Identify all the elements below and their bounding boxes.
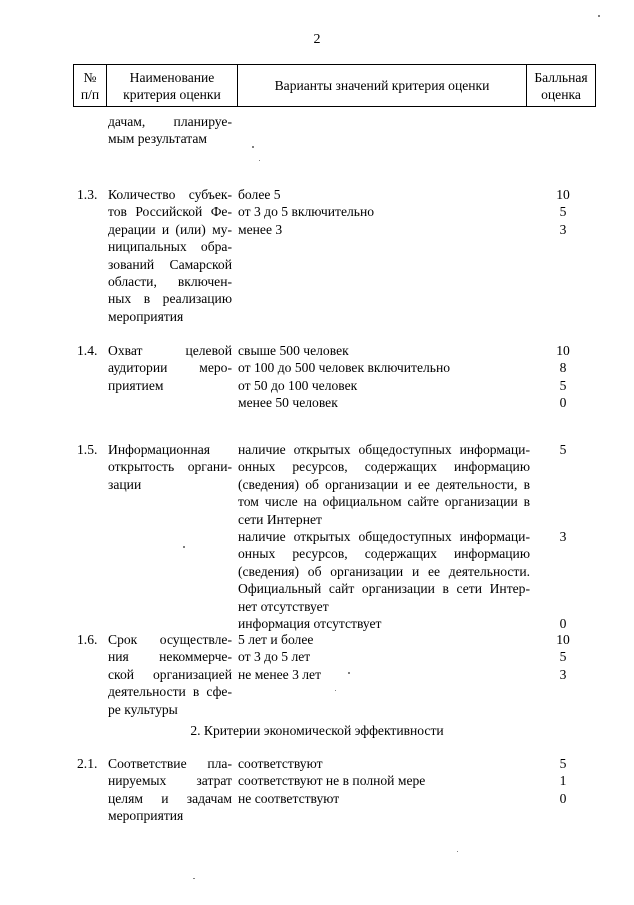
criterion-name-line: деятельности в сфе-	[108, 684, 232, 700]
scan-speck	[598, 15, 600, 17]
option-text: не менее 3 лет	[238, 666, 322, 682]
header-name-cell	[107, 65, 238, 107]
section-heading: 2. Критерии экономической эффективности	[190, 723, 444, 738]
criterion-name-line: ния некоммерче-	[108, 649, 232, 665]
score-value: 5	[559, 204, 567, 220]
option-line: наличие открытых общедоступных информаци-	[238, 528, 530, 544]
criterion-name-line: целям и задачам	[108, 790, 232, 806]
criterion-name-line: ных в реализацию	[108, 291, 232, 307]
criterion-name	[108, 342, 232, 394]
criterion-number: 2.1.	[77, 756, 98, 771]
header-options-cell: Варианты значений критерия оценки	[238, 65, 527, 107]
header-number-cell	[74, 65, 107, 107]
scan-speck	[348, 672, 350, 674]
option-text: не соответствуют	[238, 790, 340, 806]
option-line: онных ресурсов, содержащих информацию	[238, 459, 530, 475]
criterion-name	[108, 631, 232, 718]
criterion-scores	[548, 755, 578, 807]
criterion-number: 1.4.	[77, 343, 98, 358]
criterion-name-line: дерации и (или) му-	[108, 221, 232, 237]
continuation-name	[108, 113, 232, 148]
header-name-line-2: критерия оценки	[123, 86, 221, 102]
option-text: от 50 до 100 человек	[238, 377, 358, 393]
criterion-name-line: аудитории меро-	[108, 360, 232, 376]
criterion-number: 1.3.	[77, 187, 98, 202]
score-value: 5	[559, 377, 567, 393]
score-value: 10	[556, 343, 570, 358]
header-score-cell	[527, 65, 596, 107]
criterion-name-line: Информационная	[108, 442, 211, 457]
criterion-name-line: ниципальных обра-	[108, 239, 232, 255]
criterion-name-line: Срок осуществле-	[108, 632, 232, 647]
criterion-options	[238, 186, 530, 238]
criterion-name-line: Количество субъек-	[108, 187, 232, 202]
criterion-options	[238, 755, 530, 807]
criterion-option-blocks	[238, 441, 530, 632]
criterion-scores	[548, 186, 578, 238]
option-text: соответствуют	[238, 756, 323, 771]
score-value: 3	[559, 529, 567, 544]
criterion-name	[108, 755, 232, 825]
option-block	[238, 441, 530, 528]
option-line: наличие открытых общедоступных информаци-	[238, 442, 530, 457]
header-number-line-2: п/п	[80, 86, 100, 102]
criterion-options	[238, 342, 530, 412]
score-value: 1	[559, 773, 567, 789]
criterion-name-line: приятием	[108, 377, 164, 393]
criterion-name-line: зации	[108, 476, 142, 492]
continuation-name-line: мым результатам	[108, 131, 208, 147]
scan-speck	[193, 878, 195, 879]
option-line: (сведения) об организации и ее деятельности.	[238, 563, 530, 579]
option-line: том числе на официальном сайте организации в	[238, 494, 530, 510]
score-value: 5	[559, 442, 567, 457]
option-line: нет отсутствует	[238, 598, 329, 614]
criterion-name-line: Охват целевой	[108, 343, 232, 358]
criterion-name-line: мероприятия	[108, 808, 184, 824]
score-value: 10	[556, 187, 570, 202]
score-value: 0	[559, 790, 567, 806]
header-name-line-1: Наименование	[129, 69, 215, 85]
criterion-options	[238, 631, 530, 683]
option-block	[238, 615, 530, 632]
criterion-number: 1.5.	[77, 442, 98, 457]
option-line: Официальный сайт организации в сети Интер-	[238, 581, 530, 597]
scan-speck	[252, 146, 254, 148]
option-line: сети Интернет	[238, 511, 322, 527]
criterion-name-line: мероприятия	[108, 308, 184, 324]
header-score-line-2: оценка	[541, 86, 581, 102]
option-line: информация отсутствует	[238, 615, 382, 631]
criterion-name-line: открытость органи-	[108, 459, 232, 475]
score-value: 5	[559, 649, 567, 665]
scan-speck	[259, 160, 260, 161]
score-value: 0	[559, 395, 567, 411]
scan-speck	[457, 851, 458, 852]
criteria-table-header	[73, 64, 596, 107]
header-row	[74, 65, 596, 107]
criterion-name-line: ре культуры	[108, 701, 178, 717]
header-number-line-1: №	[83, 69, 97, 85]
continuation-name-line: дачам, планируе-	[108, 114, 232, 129]
option-text: соответствуют не в полной мере	[238, 773, 426, 789]
header-score-line-1: Балльная	[534, 69, 588, 85]
criterion-name-line: Соответствие пла-	[108, 756, 232, 771]
score-value: 10	[556, 632, 570, 647]
option-text: 5 лет и более	[238, 632, 314, 647]
score-value: 5	[559, 756, 567, 771]
option-line: онных ресурсов, содержащих информацию	[238, 546, 530, 562]
criterion-scores	[548, 342, 578, 412]
scan-speck	[335, 690, 336, 691]
score-value: 3	[559, 666, 567, 682]
option-text: более 5	[238, 187, 281, 202]
criterion-name	[108, 186, 232, 325]
page-number: 2	[313, 32, 321, 47]
criterion-name-line: нируемых затрат	[108, 773, 232, 789]
score-value: 8	[559, 360, 567, 376]
criterion-scores	[548, 631, 578, 683]
criterion-name-line: области, включен-	[108, 273, 232, 289]
option-text: менее 3	[238, 221, 283, 237]
option-text: от 3 до 5 лет	[238, 649, 311, 665]
option-text: от 3 до 5 включительно	[238, 204, 375, 220]
option-text: менее 50 человек	[238, 395, 338, 411]
option-text: свыше 500 человек	[238, 343, 349, 358]
score-value: 3	[559, 221, 567, 237]
criterion-name-line: тов Российской Фе-	[108, 204, 232, 220]
criterion-number: 1.6.	[77, 632, 98, 647]
criterion-name	[108, 441, 232, 493]
criterion-name-line: зований Самарской	[108, 256, 232, 272]
option-block	[238, 528, 530, 615]
score-value: 0	[559, 616, 567, 631]
option-line: (сведения) об организации и ее деятельности, в	[238, 476, 530, 492]
criterion-name-line: ской организацией	[108, 666, 232, 682]
option-text: от 100 до 500 человек включительно	[238, 360, 451, 376]
scan-speck	[183, 546, 185, 548]
